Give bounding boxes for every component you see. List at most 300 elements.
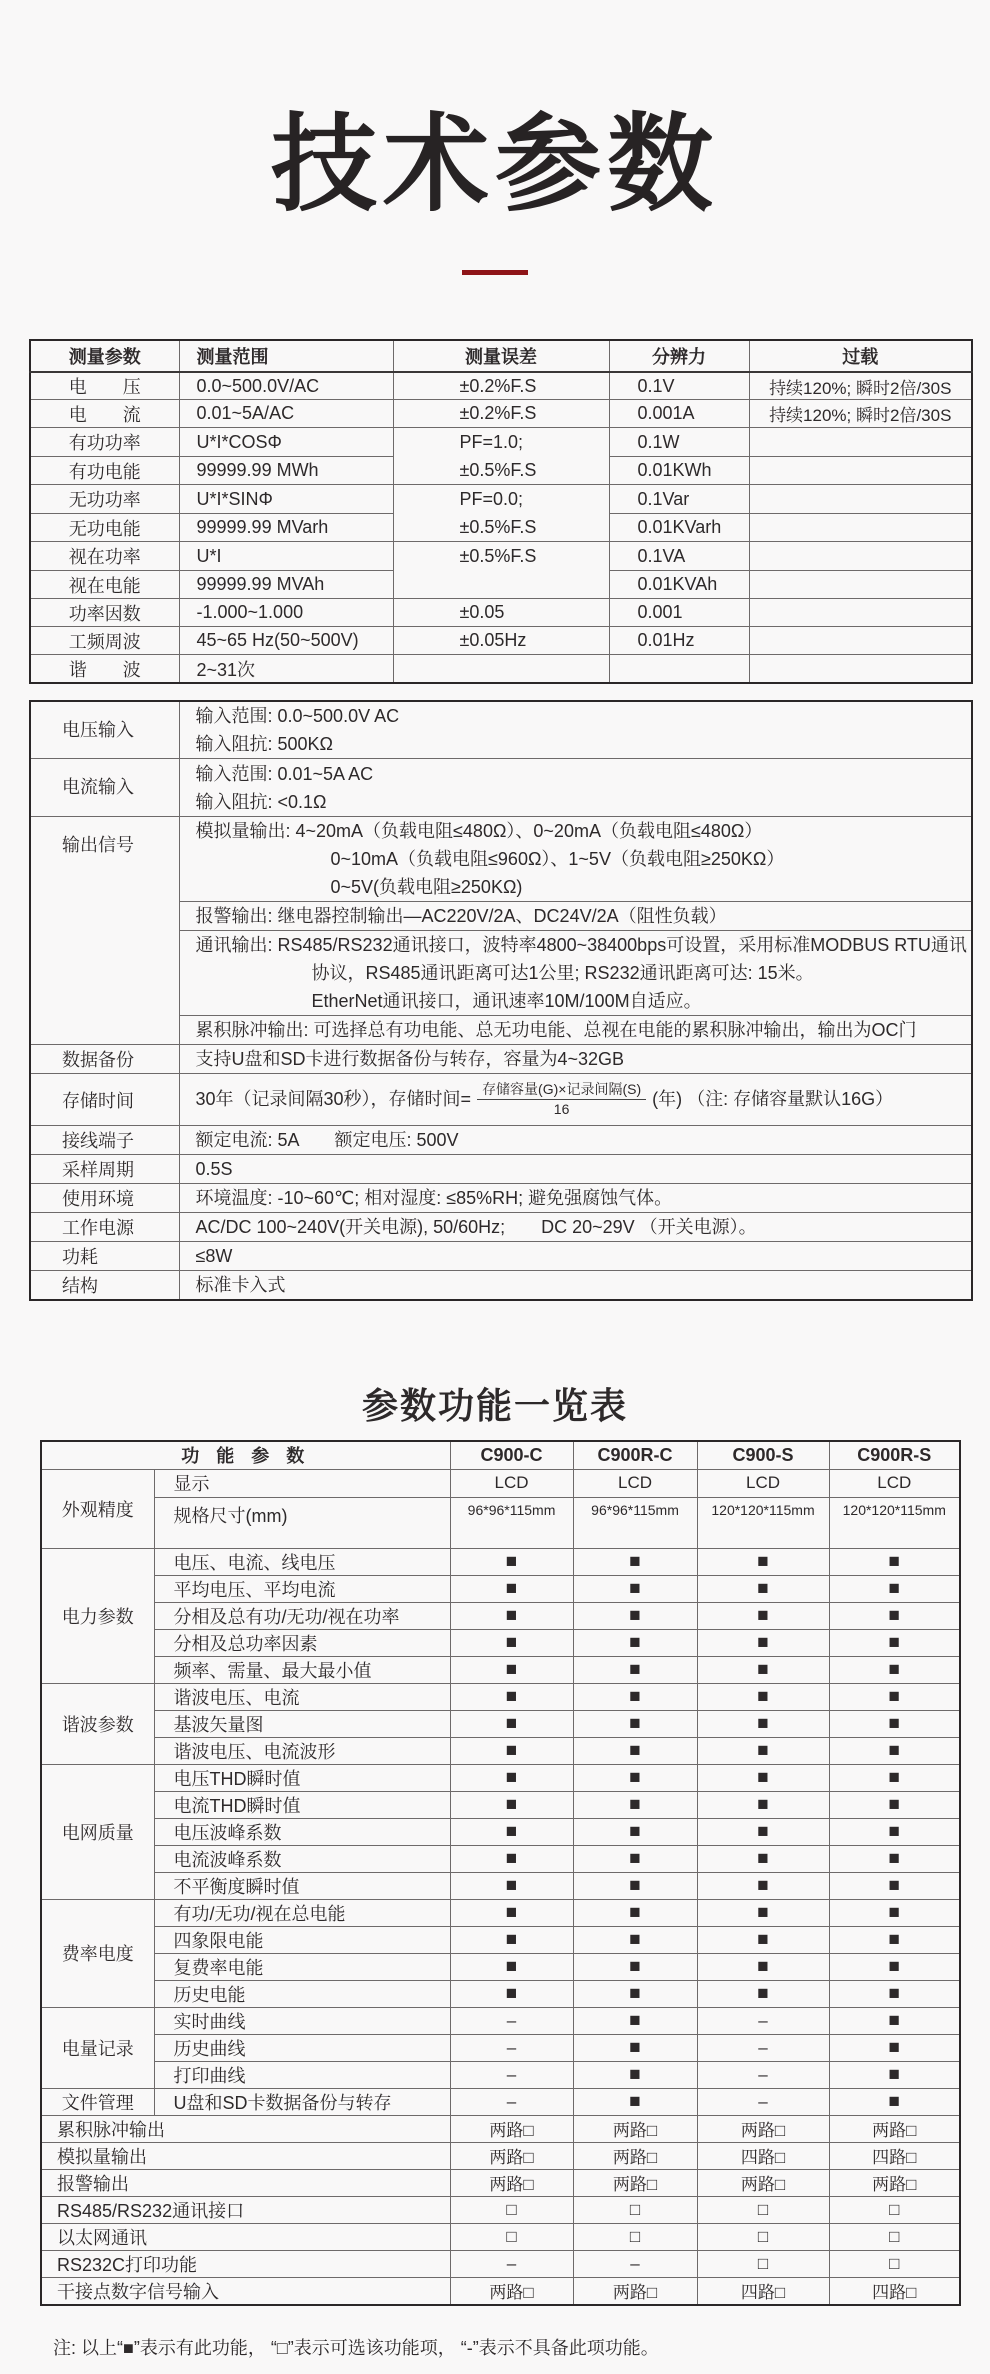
param-range: U*I*COSΦ: [179, 428, 393, 457]
param-resolution: 0.01KWh: [609, 456, 749, 485]
param-range: -1.000~1.000: [179, 599, 393, 627]
column-header: 分辨力: [609, 340, 749, 372]
feature-label: 电压THD瞬时值: [154, 1764, 450, 1791]
table-row: [41, 2088, 960, 2115]
param-name: 无功功率: [30, 485, 179, 514]
feature-value: ■: [697, 1764, 829, 1791]
spec-line: 报警输出: 继电器控制输出—AC220V/2A、DC24V/2A（阻性负载）: [195, 906, 727, 927]
feature-label: 历史电能: [154, 1980, 450, 2007]
feature-label: 以太网通讯: [41, 2223, 450, 2250]
table-row: [30, 701, 972, 759]
param-range: 45~65 Hz(50~500V): [179, 627, 393, 655]
feature-value: ■: [829, 1656, 960, 1683]
feature-value: 两路□: [697, 2115, 829, 2142]
model-header: C900-C: [450, 1441, 573, 1469]
feature-value: ■: [697, 1899, 829, 1926]
param-error: [393, 428, 609, 485]
feature-value: 120*120*115mm: [829, 1497, 960, 1548]
spec-label: 电压输入: [30, 701, 179, 759]
feature-value: ■: [697, 1872, 829, 1899]
spec-content: 标准卡入式: [179, 1271, 972, 1301]
table-row: [41, 1629, 960, 1656]
table-row: [41, 2196, 960, 2223]
param-overload: [749, 542, 972, 571]
table-row: [41, 1845, 960, 1872]
feature-value: ■: [697, 1710, 829, 1737]
param-resolution: 0.001A: [609, 400, 749, 428]
feature-value: ■: [450, 1656, 573, 1683]
feature-value: ■: [829, 1737, 960, 1764]
feature-value: 120*120*115mm: [697, 1497, 829, 1548]
feature-value: ■: [573, 2034, 697, 2061]
feature-label: 干接点数字信号输入: [41, 2277, 450, 2305]
feature-value: ■: [697, 1683, 829, 1710]
feature-value: ■: [829, 2034, 960, 2061]
feature-value: –: [450, 2007, 573, 2034]
table-row: [41, 2142, 960, 2169]
spec-line: 协议，RS485通讯距离可达1公里; RS232通讯距离可达: 15米。: [311, 963, 814, 984]
param-resolution: 0.1W: [609, 428, 749, 457]
table-row: [41, 1926, 960, 1953]
feature-value: ■: [829, 2088, 960, 2115]
model-header: C900R-S: [829, 1441, 960, 1469]
param-name: 电 压: [30, 372, 179, 400]
feature-value: –: [697, 2061, 829, 2088]
feature-value: 两路□: [573, 2115, 697, 2142]
spec-line: 输入范围: 0.0~500.0V AC: [195, 706, 400, 727]
feature-value: ■: [450, 1548, 573, 1575]
feature-value: ■: [573, 1602, 697, 1629]
feature-value: ■: [573, 1926, 697, 1953]
spec-label: 数据备份: [30, 1045, 179, 1074]
feature-label: RS232C打印功能: [41, 2250, 450, 2277]
feature-label: U盘和SD卡数据备份与转存: [154, 2088, 450, 2115]
feature-value: ■: [829, 1629, 960, 1656]
table-row: [30, 655, 972, 683]
feature-value: □: [450, 2223, 573, 2250]
spec-line: 0~10mA（负载电阻≤960Ω）、1~5V（负载电阻≥250KΩ）: [330, 849, 785, 870]
param-error-line: PF=0.0;: [459, 489, 524, 510]
model-header: C900R-C: [573, 1441, 697, 1469]
feature-value: ■: [450, 1710, 573, 1737]
spec-line: 模拟量输出: 4~20mA（负载电阻≤480Ω）、0~20mA（负载电阻≤480Ω）: [195, 821, 763, 842]
feature-value: ■: [573, 1899, 697, 1926]
feature-label: 实时曲线: [154, 2007, 450, 2034]
feature-value: 两路□: [450, 2115, 573, 2142]
column-header: 测量范围: [179, 340, 393, 372]
feature-value: ■: [697, 1791, 829, 1818]
feature-label: 分相及总功率因素: [154, 1629, 450, 1656]
feature-value: ■: [573, 1791, 697, 1818]
param-resolution: 0.01KVAh: [609, 570, 749, 599]
feature-value: ■: [573, 1980, 697, 2007]
feature-value: 两路□: [829, 2169, 960, 2196]
feature-value: LCD: [829, 1469, 960, 1497]
feature-label: 打印曲线: [154, 2061, 450, 2088]
feature-value: 96*96*115mm: [573, 1497, 697, 1548]
table-row: [41, 2277, 960, 2305]
feature-value: 四路□: [697, 2277, 829, 2305]
feature-value: 两路□: [450, 2142, 573, 2169]
feature-value: ■: [829, 1953, 960, 1980]
param-range: U*I: [179, 542, 393, 571]
table-row: [41, 1980, 960, 2007]
feature-value: ■: [829, 1791, 960, 1818]
spec-label: 使用环境: [30, 1184, 179, 1213]
footnote: 注: 以上“■”表示有此功能， “□”表示可选该功能项， “-”表示不具备此项功能。: [53, 2337, 659, 2358]
param-error-line: ±0.5%F.S: [459, 517, 537, 538]
feature-value: ■: [573, 2088, 697, 2115]
table-row: [30, 1271, 972, 1301]
feature-value: ■: [573, 1818, 697, 1845]
feature-value: ■: [450, 1872, 573, 1899]
feature-value: ■: [450, 1926, 573, 1953]
storage-suffix: (年) （注: 存储容量默认16G）: [652, 1088, 894, 1109]
feature-value: –: [450, 2061, 573, 2088]
spec-label: 存储时间: [30, 1074, 179, 1126]
table-row: [41, 2250, 960, 2277]
param-resolution: 0.1Var: [609, 485, 749, 514]
feature-value: ■: [697, 1575, 829, 1602]
function-group-label: 电力参数: [41, 1548, 154, 1683]
param-error: [393, 655, 609, 683]
function-table: [40, 1440, 961, 2306]
table-row: [30, 485, 972, 514]
spec-label: 功耗: [30, 1242, 179, 1271]
feature-value: ■: [450, 1845, 573, 1872]
table-row: [30, 627, 972, 655]
feature-value: □: [573, 2223, 697, 2250]
feature-value: ■: [697, 1818, 829, 1845]
param-name: 视在电能: [30, 570, 179, 599]
param-name: 有功功率: [30, 428, 179, 457]
feature-label: 报警输出: [41, 2169, 450, 2196]
table-row: [41, 1764, 960, 1791]
table-row: [41, 2115, 960, 2142]
param-overload: 持续120%; 瞬时2倍/30S: [749, 400, 972, 428]
feature-value: ■: [829, 1710, 960, 1737]
param-name: 电 流: [30, 400, 179, 428]
param-overload: [749, 627, 972, 655]
table-row: [41, 1710, 960, 1737]
feature-value: ■: [450, 1737, 573, 1764]
feature-value: ■: [697, 1629, 829, 1656]
param-error: ±0.05Hz: [393, 627, 609, 655]
param-range: 0.01~5A/AC: [179, 400, 393, 428]
storage-prefix: 30年（记录间隔30秒），存储时间=: [195, 1088, 472, 1109]
page-title: 技术参数: [271, 106, 719, 224]
feature-value: ■: [697, 1656, 829, 1683]
model-header: C900-S: [697, 1441, 829, 1469]
feature-label: 历史曲线: [154, 2034, 450, 2061]
feature-value: 两路□: [573, 2277, 697, 2305]
spec-line: 输入阻抗: <0.1Ω: [195, 791, 327, 812]
param-resolution: 0.01Hz: [609, 627, 749, 655]
table-row: [30, 759, 972, 817]
feature-value: 两路□: [573, 2169, 697, 2196]
feature-label: 四象限电能: [154, 1926, 450, 1953]
table-row: [41, 1683, 960, 1710]
table-row: [41, 1602, 960, 1629]
feature-value: ■: [697, 1548, 829, 1575]
table-row: [30, 1184, 972, 1213]
feature-label: 分相及总有功/无功/视在功率: [154, 1602, 450, 1629]
feature-value: ■: [450, 1980, 573, 2007]
spec-content: [179, 931, 972, 1016]
param-overload: [749, 456, 972, 485]
feature-value: –: [697, 2088, 829, 2115]
spec-content: [179, 1074, 972, 1126]
param-error-line: ±0.5%F.S: [459, 460, 537, 481]
feature-value: ■: [829, 1548, 960, 1575]
param-error: ±0.2%F.S: [393, 400, 609, 428]
param-range: 99999.99 MVarh: [179, 513, 393, 542]
function-group-label: 费率电度: [41, 1899, 154, 2007]
feature-label: 模拟量输出: [41, 2142, 450, 2169]
function-group-label: 外观精度: [41, 1469, 154, 1548]
feature-label: 规格尺寸(mm): [154, 1497, 450, 1548]
param-resolution: 0.1V: [609, 372, 749, 400]
param-overload: [749, 599, 972, 627]
param-range: U*I*SINΦ: [179, 485, 393, 514]
feature-value: ■: [573, 2007, 697, 2034]
table-row: [41, 2061, 960, 2088]
spec-content: [179, 759, 972, 817]
feature-value: ■: [829, 1899, 960, 1926]
feature-value: ■: [829, 2061, 960, 2088]
param-overload: [749, 655, 972, 683]
param-overload: [749, 570, 972, 599]
feature-value: –: [697, 2034, 829, 2061]
feature-value: ■: [829, 2007, 960, 2034]
feature-value: □: [829, 2196, 960, 2223]
feature-label: RS485/RS232通讯接口: [41, 2196, 450, 2223]
feature-value: ■: [829, 1845, 960, 1872]
param-error: [393, 485, 609, 542]
param-error: ±0.2%F.S: [393, 372, 609, 400]
storage-fraction: [477, 1081, 646, 1119]
param-name: 功率因数: [30, 599, 179, 627]
feature-value: ■: [573, 1737, 697, 1764]
table-row: [41, 1548, 960, 1575]
feature-label: 平均电压、平均电流: [154, 1575, 450, 1602]
feature-label: 电压、电流、线电压: [154, 1548, 450, 1575]
table-row: [41, 1737, 960, 1764]
feature-value: ■: [450, 1899, 573, 1926]
param-error-line: [460, 570, 609, 598]
feature-label: 谐波电压、电流: [154, 1683, 450, 1710]
feature-label: 复费率电能: [154, 1953, 450, 1980]
param-overload: 持续120%; 瞬时2倍/30S: [749, 372, 972, 400]
param-overload: [749, 513, 972, 542]
column-header: 功 能 参 数: [41, 1441, 450, 1469]
param-resolution: [609, 655, 749, 683]
feature-value: □: [697, 2223, 829, 2250]
param-error-line: PF=1.0;: [459, 432, 524, 453]
feature-label: 电流波峰系数: [154, 1845, 450, 1872]
feature-value: ■: [573, 1872, 697, 1899]
table-row: [41, 2169, 960, 2196]
feature-value: 96*96*115mm: [450, 1497, 573, 1548]
feature-value: –: [450, 2034, 573, 2061]
column-header: 过载: [749, 340, 972, 372]
feature-value: ■: [573, 1953, 697, 1980]
feature-value: ■: [829, 1818, 960, 1845]
feature-value: ■: [829, 1764, 960, 1791]
spec-line: 通讯输出: RS485/RS232通讯接口，波特率4800~38400bps可设置，采用标准MODBUS RTU通讯: [195, 935, 967, 956]
param-name: 工频周波: [30, 627, 179, 655]
feature-value: LCD: [573, 1469, 697, 1497]
feature-value: ■: [829, 1575, 960, 1602]
spec-content: [179, 817, 972, 902]
param-resolution: 0.1VA: [609, 542, 749, 571]
table-row: [30, 542, 972, 571]
table-row: [30, 1045, 972, 1074]
measurement-table: [29, 339, 973, 684]
spec-content: ≤8W: [179, 1242, 972, 1271]
feature-value: 四路□: [697, 2142, 829, 2169]
param-resolution: 0.01KVarh: [609, 513, 749, 542]
column-header: 测量参数: [30, 340, 179, 372]
feature-value: □: [829, 2223, 960, 2250]
feature-value: –: [573, 2250, 697, 2277]
table-row: [41, 1953, 960, 1980]
measurement-header-row: [30, 340, 972, 372]
feature-value: 四路□: [829, 2142, 960, 2169]
feature-value: ■: [573, 1764, 697, 1791]
table-row: [30, 400, 972, 428]
table-row: [41, 1656, 960, 1683]
param-name: 无功电能: [30, 513, 179, 542]
feature-value: ■: [573, 1548, 697, 1575]
function-group-label: 电网质量: [41, 1764, 154, 1899]
feature-label: 基波矢量图: [154, 1710, 450, 1737]
feature-value: ■: [450, 1575, 573, 1602]
feature-value: ■: [573, 1845, 697, 1872]
table-row: [41, 1872, 960, 1899]
feature-label: 谐波电压、电流波形: [154, 1737, 450, 1764]
spec-line: EtherNet通讯接口，通讯速率10M/100M自适应。: [311, 991, 702, 1012]
table-row: [30, 599, 972, 627]
param-error: [393, 542, 609, 599]
column-header: 测量误差: [393, 340, 609, 372]
param-resolution: 0.001: [609, 599, 749, 627]
section-title: 参数功能一览表: [361, 1385, 628, 1427]
param-range: 2~31次: [179, 655, 393, 683]
spec-content: [179, 902, 972, 931]
param-range: 0.0~500.0V/AC: [179, 372, 393, 400]
feature-label: 有功/无功/视在总电能: [154, 1899, 450, 1926]
param-name: 谐 波: [30, 655, 179, 683]
title-divider: [462, 270, 528, 275]
spec-line: 0~5V(负载电阻≥250KΩ): [330, 877, 523, 898]
table-row: [30, 1213, 972, 1242]
feature-value: ■: [573, 2061, 697, 2088]
feature-value: ■: [450, 1602, 573, 1629]
feature-value: 四路□: [829, 2277, 960, 2305]
spec-content: 支持U盘和SD卡进行数据备份与转存，容量为4~32GB: [179, 1045, 972, 1074]
param-range: 99999.99 MVAh: [179, 570, 393, 599]
feature-value: ■: [697, 1980, 829, 2007]
feature-value: ■: [829, 1980, 960, 2007]
table-row: [41, 1497, 960, 1548]
table-row: [41, 2034, 960, 2061]
feature-label: 累积脉冲输出: [41, 2115, 450, 2142]
feature-value: 两路□: [573, 2142, 697, 2169]
table-row: [41, 1469, 960, 1497]
spec-content: [179, 701, 972, 759]
table-row: [41, 1899, 960, 1926]
feature-value: □: [829, 2250, 960, 2277]
feature-value: ■: [573, 1629, 697, 1656]
feature-value: ■: [573, 1656, 697, 1683]
feature-value: ■: [697, 1953, 829, 1980]
spec-content: 0.5S: [179, 1155, 972, 1184]
table-row: [30, 372, 972, 400]
feature-value: –: [450, 2250, 573, 2277]
feature-value: –: [697, 2007, 829, 2034]
feature-value: LCD: [450, 1469, 573, 1497]
feature-value: ■: [697, 1602, 829, 1629]
spec-content: AC/DC 100~240V(开关电源), 50/60Hz; DC 20~29V （开关电源）。: [179, 1213, 972, 1242]
feature-value: ■: [829, 1926, 960, 1953]
feature-value: ■: [450, 1818, 573, 1845]
spec-label: 接线端子: [30, 1126, 179, 1155]
feature-label: 电压波峰系数: [154, 1818, 450, 1845]
feature-value: 两路□: [829, 2115, 960, 2142]
feature-value: ■: [450, 1953, 573, 1980]
feature-value: ■: [450, 1683, 573, 1710]
feature-value: 两路□: [450, 2277, 573, 2305]
spec-line: 输入阻抗: 500KΩ: [195, 734, 333, 755]
spec-line: 累积脉冲输出: 可选择总有功电能、总无功电能、总视在电能的累积脉冲输出，输出为OC门: [195, 1020, 917, 1041]
function-group-label: 电量记录: [41, 2007, 154, 2088]
param-overload: [749, 428, 972, 457]
spec-label: 结构: [30, 1271, 179, 1301]
table-row: [41, 1791, 960, 1818]
table-row: [30, 1126, 972, 1155]
feature-label: 显示: [154, 1469, 450, 1497]
feature-label: 电流THD瞬时值: [154, 1791, 450, 1818]
feature-value: □: [450, 2196, 573, 2223]
spec-line: 输入范围: 0.01~5A AC: [195, 763, 374, 784]
spec-table: [29, 700, 973, 1302]
feature-value: □: [697, 2250, 829, 2277]
param-error-line: ±0.5%F.S: [459, 546, 537, 567]
spec-content: 额定电流: 5A 额定电压: 500V: [179, 1126, 972, 1155]
table-row: [30, 1242, 972, 1271]
feature-value: ■: [573, 1575, 697, 1602]
feature-value: ■: [829, 1872, 960, 1899]
param-overload: [749, 485, 972, 514]
feature-value: ■: [450, 1764, 573, 1791]
table-row: [30, 1074, 972, 1126]
feature-value: 两路□: [697, 2169, 829, 2196]
param-error: ±0.05: [393, 599, 609, 627]
function-group-label: 文件管理: [41, 2088, 154, 2115]
feature-value: ■: [829, 1602, 960, 1629]
feature-value: ■: [450, 1629, 573, 1656]
feature-value: ■: [697, 1845, 829, 1872]
feature-label: 不平衡度瞬时值: [154, 1872, 450, 1899]
function-header-row: [41, 1441, 960, 1469]
table-row: [41, 2223, 960, 2250]
spec-label: 工作电源: [30, 1213, 179, 1242]
param-name: 有功电能: [30, 456, 179, 485]
fraction-numerator: 存储容量(G)×记录间隔(S): [477, 1081, 646, 1101]
spec-label: 采样周期: [30, 1155, 179, 1184]
table-row: [30, 428, 972, 457]
